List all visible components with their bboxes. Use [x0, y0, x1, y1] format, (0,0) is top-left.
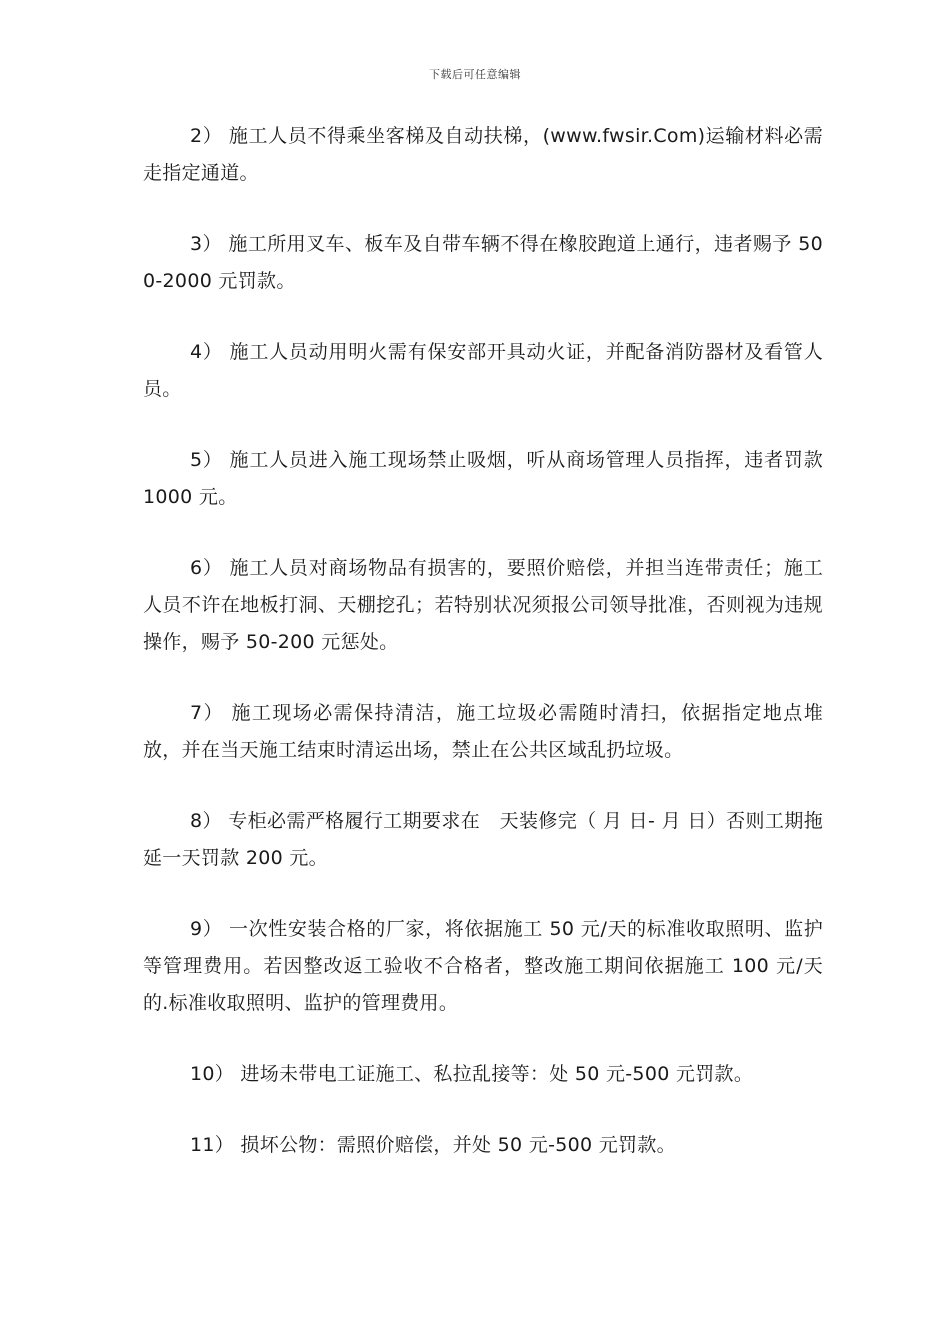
page-header: 下载后可任意编辑 — [429, 68, 521, 81]
paragraph-item-7: 7） 施工现场必需保持清洁，施工垃圾必需随时清扫，依据指定地点堆放，并在当天施工结束时清运出场，禁止在公共区域乱扔垃圾。 — [143, 702, 823, 761]
paragraph-item-3: 3） 施工所用叉车、板车及自带车辆不得在橡胶跑道上通行，违者赐予 500-2000 元罚款。 — [143, 233, 823, 292]
paragraph-item-11: 11） 损坏公物：需照价赔偿，并处 50 元-500 元罚款。 — [190, 1134, 676, 1156]
paragraph-item-6: 6） 施工人员对商场物品有损害的，要照价赔偿，并担当连带责任；施工人员不许在地板打洞、天棚挖孔；若特别状况须报公司领导批准，否则视为违规操作，赐予 50-200 元惩处。 — [143, 557, 823, 653]
document-body — [143, 118, 823, 1198]
paragraph-item-10: 10） 进场未带电工证施工、私拉乱接等：处 50 元-500 元罚款。 — [190, 1063, 754, 1085]
paragraph-item-2: 2） 施工人员不得乘坐客梯及自动扶梯，(www.fwsir.Com)运输材料必需走指定通道。 — [143, 125, 823, 184]
paragraph-item-9: 9） 一次性安装合格的厂家，将依据施工 50 元/天的标准收取照明、监护等管理费用。若因整改返工验收不合格者，整改施工期间依据施工 100 元/天的.标准收取照明、监护的管理费用。 — [143, 918, 823, 1014]
paragraph-item-5: 5） 施工人员进入施工现场禁止吸烟，听从商场管理人员指挥，违者罚款 1000 元。 — [143, 449, 823, 508]
paragraph-item-8: 8） 专柜必需严格履行工期要求在 天装修完（ 月 日- 月 日）否则工期拖延一天罚款 200 元。 — [143, 810, 823, 869]
paragraph-item-4: 4） 施工人员动用明火需有保安部开具动火证，并配备消防器材及看管人员。 — [143, 341, 823, 400]
